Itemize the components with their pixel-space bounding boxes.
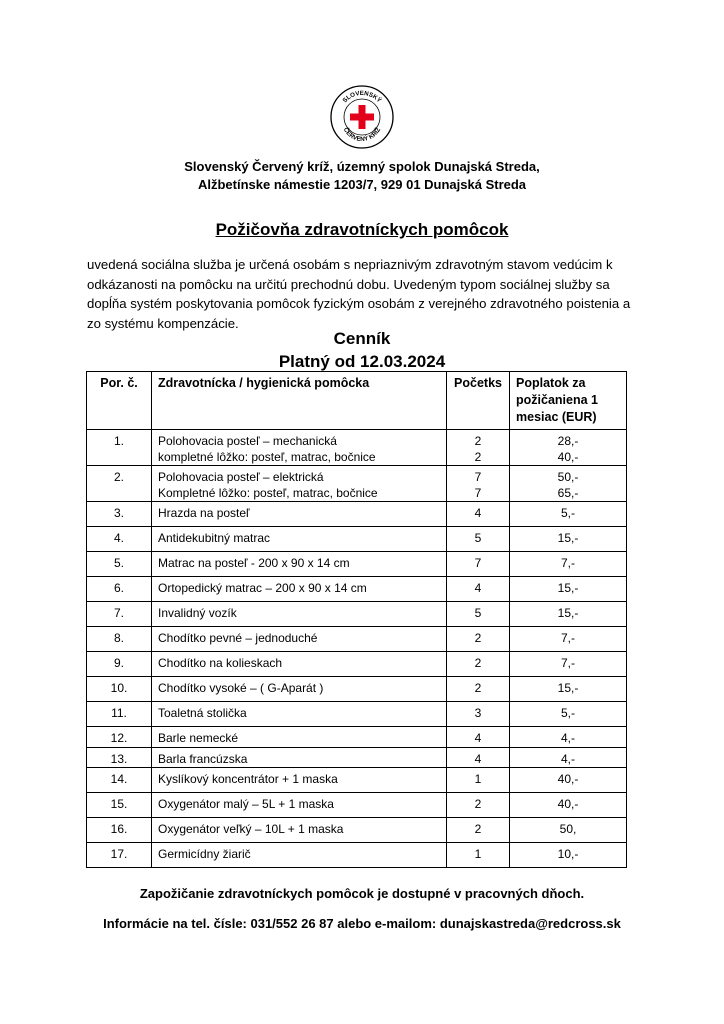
table-row (87, 502, 627, 527)
col-header-number: Por. č. (87, 372, 152, 430)
row-item-name: Chodítko na kolieskach (152, 652, 447, 677)
table-row (87, 818, 627, 843)
row-number: 8. (87, 627, 152, 652)
row-number: 16. (87, 818, 152, 843)
row-fee: 40,- (510, 793, 627, 818)
row-number: 14. (87, 768, 152, 793)
row-fee: 7,- (510, 652, 627, 677)
row-number: 17. (87, 843, 152, 868)
row-number: 10. (87, 677, 152, 702)
row-number: 5. (87, 552, 152, 577)
table-row (87, 552, 627, 577)
table-row (87, 702, 627, 727)
row-number: 9. (87, 652, 152, 677)
table-row (87, 627, 627, 652)
row-item-name: Polohovacia posteľ – mechanická kompletné lôžko: posteľ, matrac, bočnice (152, 430, 447, 466)
row-item-name: Kyslíkový koncentrátor + 1 maska (152, 768, 447, 793)
table-row (87, 677, 627, 702)
pricelist-heading (0, 327, 724, 373)
col-header-item: Zdravotnícka / hygienická pomôcka (152, 372, 447, 430)
row-count: 1 (447, 843, 510, 868)
footer-availability: Zapožičanie zdravotníckych pomôcok je dostupné v pracovných dňoch. (139, 886, 585, 901)
row-item-name: Barle nemecké (152, 727, 447, 748)
table-header-row (87, 372, 627, 430)
row-count: 2 (447, 652, 510, 677)
intro-paragraph: uvedená sociálna služba je určená osobám s nepriaznivým zdravotným stavom vedúcim k odkázanosti na pomôcku na určitú prechodnú dobu. Uvedeným typom sociálnej služby sa dopĺňa systém poskytovania pomôcok fyzickým osobám z verejného zdravotného poistenia a zo systému kompenzácie. (87, 257, 631, 331)
table-row (87, 793, 627, 818)
pricelist-valid-date: Platný od 12.03.2024 (278, 352, 446, 371)
row-count: 4 (447, 748, 510, 768)
row-count: 1 (447, 768, 510, 793)
row-count: 2 (447, 818, 510, 843)
row-fee: 7,- (510, 552, 627, 577)
row-count: 4 (447, 502, 510, 527)
row-count: 3 (447, 702, 510, 727)
table-row (87, 577, 627, 602)
pricelist-title: Cenník (333, 329, 391, 348)
col-header-fee: Poplatok za požičaniena 1 mesiac (EUR) (510, 372, 627, 430)
row-count: 2 2 (447, 430, 510, 466)
row-item-name: Germicídny žiarič (152, 843, 447, 868)
pricelist-table (86, 371, 627, 868)
row-fee: 5,- (510, 502, 627, 527)
table-row (87, 727, 627, 748)
organization-header (0, 158, 724, 194)
row-number: 2. (87, 466, 152, 502)
row-count: 4 (447, 577, 510, 602)
table-row (87, 748, 627, 768)
row-fee: 50,- 65,- (510, 466, 627, 502)
table-row (87, 768, 627, 793)
row-count: 5 (447, 527, 510, 552)
row-fee: 50, (510, 818, 627, 843)
footer-contact: Informácie na tel. čísle: 031/552 26 87 alebo e-mailom: dunajskastreda@redcross.sk (103, 916, 621, 931)
organization-name: Slovenský Červený kríž, územný spolok Dunajská Streda, (184, 159, 540, 174)
document-title: Požičovňa zdravotníckych pomôcok (215, 220, 509, 239)
row-item-name: Barla francúzska (152, 748, 447, 768)
red-cross-logo-icon (330, 85, 394, 149)
row-number: 12. (87, 727, 152, 748)
svg-text:SLOVENSKÝ: SLOVENSKÝ (341, 89, 383, 105)
table-row (87, 466, 627, 502)
row-item-name: Polohovacia posteľ – elektrická Kompletné lôžko: posteľ, matrac, bočnice (152, 466, 447, 502)
row-count: 2 (447, 793, 510, 818)
table-row (87, 843, 627, 868)
row-fee: 7,- (510, 627, 627, 652)
row-fee: 28,- 40,- (510, 430, 627, 466)
row-item-name: Chodítko pevné – jednoduché (152, 627, 447, 652)
row-count: 4 (447, 727, 510, 748)
row-item-name: Oxygenátor veľký – 10L + 1 maska (152, 818, 447, 843)
row-count: 2 (447, 627, 510, 652)
row-item-name: Toaletná stolička (152, 702, 447, 727)
table-row (87, 602, 627, 627)
row-item-name: Antidekubitný matrac (152, 527, 447, 552)
table-row (87, 527, 627, 552)
row-number: 15. (87, 793, 152, 818)
row-item-name: Chodítko vysoké – ( G-Aparát ) (152, 677, 447, 702)
row-fee: 15,- (510, 527, 627, 552)
row-number: 13. (87, 748, 152, 768)
row-count: 5 (447, 602, 510, 627)
row-item-name: Invalidný vozík (152, 602, 447, 627)
table-row (87, 430, 627, 466)
row-fee: 4,- (510, 727, 627, 748)
row-fee: 15,- (510, 602, 627, 627)
row-number: 3. (87, 502, 152, 527)
row-number: 11. (87, 702, 152, 727)
row-fee: 15,- (510, 577, 627, 602)
row-fee: 15,- (510, 677, 627, 702)
row-count: 7 (447, 552, 510, 577)
table-body (87, 430, 627, 868)
row-number: 7. (87, 602, 152, 627)
row-number: 6. (87, 577, 152, 602)
row-item-name: Hrazda na posteľ (152, 502, 447, 527)
row-fee: 40,- (510, 768, 627, 793)
row-fee: 10,- (510, 843, 627, 868)
organization-address: Alžbetínske námestie 1203/7, 929 01 Dunajská Streda (197, 177, 527, 192)
row-fee: 4,- (510, 748, 627, 768)
svg-text:ČERVENÝ KRÍŽ: ČERVENÝ KRÍŽ (341, 126, 383, 144)
row-item-name: Oxygenátor malý – 5L + 1 maska (152, 793, 447, 818)
row-count: 2 (447, 677, 510, 702)
row-number: 1. (87, 430, 152, 466)
row-fee: 5,- (510, 702, 627, 727)
table-row (87, 652, 627, 677)
row-count: 7 7 (447, 466, 510, 502)
row-number: 4. (87, 527, 152, 552)
row-item-name: Matrac na posteľ - 200 x 90 x 14 cm (152, 552, 447, 577)
row-item-name: Ortopedický matrac – 200 x 90 x 14 cm (152, 577, 447, 602)
col-header-count: Početks (447, 372, 510, 430)
